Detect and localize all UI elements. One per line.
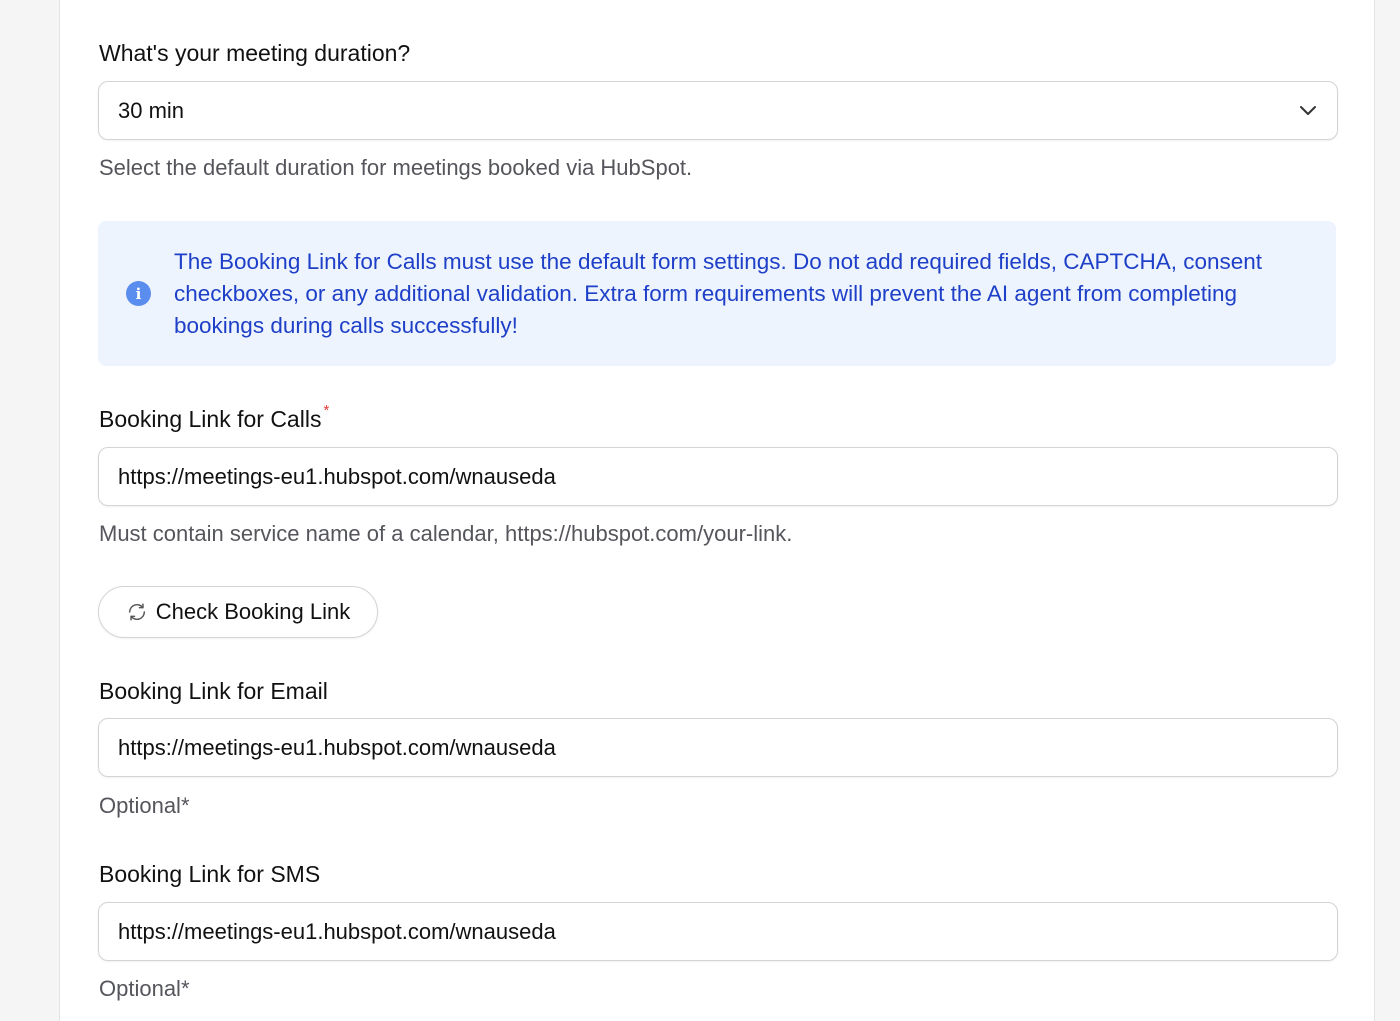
- info-callout-text: The Booking Link for Calls must use the default form settings. Do not add required fields, CAPTCHA, consent checkboxes, or any additional validation. Extra form requirements will prevent the AI agent from completing bookings during calls successfully!: [174, 249, 1263, 338]
- calls-link-label: [99, 402, 330, 433]
- calls-link-input[interactable]: [118, 464, 1318, 490]
- duration-select[interactable]: [98, 81, 1338, 140]
- calls-link-label-text: Booking Link for Calls: [99, 406, 322, 432]
- email-link-field[interactable]: [98, 718, 1338, 777]
- calls-link-help-text: Must contain service name of a calendar, https://hubspot.com/your-link.: [99, 521, 793, 546]
- required-asterisk: *: [323, 402, 330, 419]
- info-callout: [98, 221, 1336, 366]
- sms-link-input[interactable]: [118, 919, 1318, 945]
- info-icon: i: [126, 281, 151, 306]
- email-link-input[interactable]: [118, 735, 1318, 761]
- duration-help-text: Select the default duration for meetings booked via HubSpot.: [99, 155, 693, 180]
- refresh-icon: [126, 601, 148, 623]
- check-booking-link-label: Check Booking Link: [155, 599, 351, 624]
- sms-link-help-text: Optional*: [99, 976, 190, 1001]
- chevron-down-icon: [1298, 101, 1318, 121]
- email-link-label: Booking Link for Email: [99, 678, 328, 704]
- calls-link-field[interactable]: [98, 447, 1338, 506]
- settings-panel: [59, 0, 1375, 1021]
- duration-selected-value: 30 min: [118, 97, 185, 123]
- check-booking-link-button[interactable]: [98, 586, 378, 638]
- email-link-help-text: Optional*: [99, 793, 190, 818]
- sms-link-field[interactable]: [98, 902, 1338, 961]
- sms-link-label: Booking Link for SMS: [99, 861, 321, 887]
- duration-label: What's your meeting duration?: [99, 40, 411, 66]
